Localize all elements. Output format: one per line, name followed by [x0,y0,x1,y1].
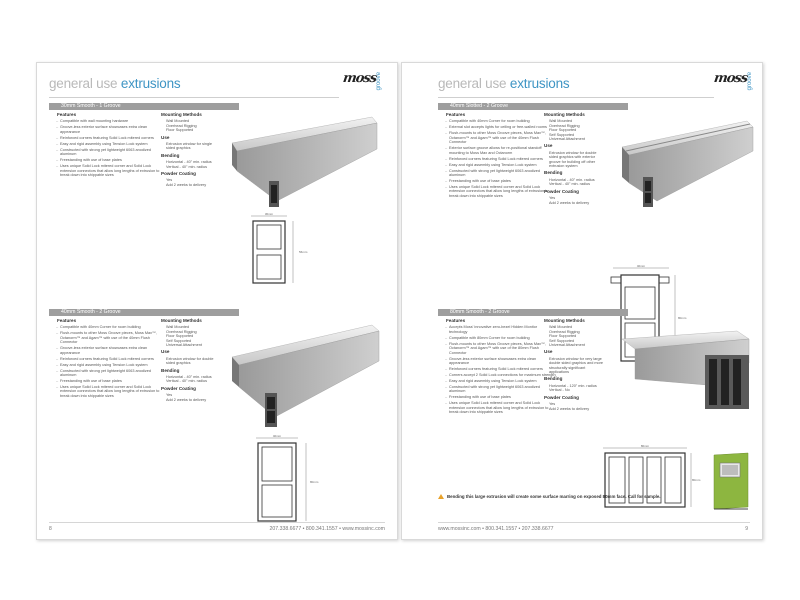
warning-text: Bending this large extrusion will create some surface marring on exposed 80mm face. Call for sample. [447,494,661,499]
powder-item: Add 2 weeks to delivery [549,200,590,205]
title-light: general use [438,76,507,91]
feature-item: – Groove-less exterior surface showcases extra clean appearance [57,346,167,355]
bending-item: Horizontal - 120" min. radius [549,383,597,388]
dimension-label: 40mm [636,264,646,268]
mounting-item: Floor Supported [166,128,194,133]
mounting-item: Self Supported [549,338,575,343]
specs-column [544,113,604,208]
mounting-item: Universal Attachment [549,137,585,142]
feature-item: – Reinforced corners featuring Solid Lock mitered corners [446,367,556,371]
feature-item: – Groove-less exterior surface showcases extra clean appearance [446,357,556,366]
feature-item: – Easy and rigid assembly using Tension Lock system [57,363,167,367]
powder-heading: Powder Coating [161,171,196,177]
title-divider [49,97,339,98]
mounting-item: Floor Supported [166,334,194,339]
bending-item: Horizontal - 40" min. radius [166,160,212,165]
feature-item: – Freestanding with use of base plates [57,158,167,162]
feature-item: – Exterior surface groove allows for re-positional standoff mounting to Moss Max and Octanorm [446,146,556,155]
powder-heading: Powder Coating [544,394,579,400]
feature-item: – Flush-mounts to other Moss Groove pieces, Moss Max™, Octanorm™ and Agam™ with use of the 40mm Flush Connector [57,331,167,344]
moss-logo [714,69,754,101]
feature-item: – Easy and rigid assembly using Tension Lock system [57,142,167,146]
mounting-item: Overhead Rigging [166,123,197,128]
moss-logo [343,69,383,101]
footer-divider [49,522,385,523]
bending-item: Vertical - 40" min. radius [549,182,591,187]
feature-item: – Constructed with strong yet lightweight 6063 anodized aluminum [57,148,167,157]
warning-note [438,494,661,499]
dimension-label: 40mm [272,434,282,438]
powder-item: Yes [549,196,556,201]
powder-item: Yes [549,402,556,407]
features-column [446,319,556,416]
use-heading: Use [544,349,553,355]
dimension-label: 56mm [299,250,308,254]
use-text: Extrusion window for single sided graphics [166,142,213,151]
feature-item: – Constructed with strong yet lightweight 6063 anodized aluminum [446,169,556,178]
section-bar: 80mm Smooth - 2 Groove [438,309,628,316]
profile-drawing [597,444,701,511]
feature-item: – Uses unique Solid Lock mitered corner and Solid Lock extension connectors that allow long lengths of extrusion to break down into shippable sizes [446,401,556,414]
features-column [446,113,556,200]
feature-item: – Reinforced corners featuring Solid Lock mitered corners [446,157,556,161]
feature-item: – Reinforced corners featuring Solid Lock mitered corners [57,357,167,361]
title-light: general use [49,76,118,91]
feature-item: – Compatible with 80mm Corner for room building [446,336,556,340]
specs-column [161,113,221,190]
bending-item: Horizontal - 40" min. radius [166,375,212,380]
feature-item: – Uses unique Solid Lock mitered corner and Solid Lock extension connectors that allow long lengths of extrusion to break down into shippable sizes [57,164,167,177]
mounting-item: Universal Attachment [549,343,585,348]
powder-item: Add 2 weeks to delivery [549,406,590,411]
mounting-heading: Mounting Methods [544,112,585,117]
mounting-item: Universal Attachment [166,343,202,348]
features-column [57,113,167,179]
monitor-display-illustration [712,451,752,511]
mounting-item: Self Supported [166,338,192,343]
page-title [438,76,569,91]
use-heading: Use [161,134,170,140]
warning-icon [438,494,444,499]
mounting-item: Wall Mounted [549,119,573,124]
use-text: Extrusion window for double sided graphics [166,356,214,366]
mounting-item: Floor Supported [549,334,577,339]
logo-sub: groove [747,72,753,91]
section-bar: 40mm Smooth - 2 Groove [49,309,239,316]
page-number: 8 [49,526,52,532]
mounting-item: Wall Mounted [166,119,190,124]
dimension-label: 30mm [264,212,274,216]
dimension-label: 80mm [678,316,687,320]
mounting-item: Wall Mounted [166,325,190,330]
feature-item: – Groove-less exterior surface showcases extra clean appearance [57,125,167,134]
feature-item: – Reinforced corners featuring Solid Lock mitered corners [57,136,167,140]
bending-item: Vertical - No [549,388,570,393]
logo-brand: moss [341,71,378,86]
features-heading: Features [446,318,466,323]
page-number: 9 [745,526,748,532]
specs-column [161,319,221,405]
page-title [49,76,180,91]
section-bar: 30mm Smooth - 1 Groove [49,103,239,110]
use-heading: Use [544,143,553,149]
powder-heading: Powder Coating [544,188,579,194]
powder-item: Add 2 weeks to delivery [166,397,207,402]
bending-item: Vertical - 40" min. radius [166,379,208,384]
profile-drawing [247,213,307,293]
section-bar: 40mm Slotted - 2 Groove [438,103,628,110]
use-text: Extrusion window for very large double sided graphics and more structurally significant applications [549,356,604,375]
powder-item: Yes [166,393,173,398]
mounting-item: Self Supported [549,132,575,137]
mounting-item: Floor Supported [549,128,577,133]
use-text: Extrusion window for double sided graphics with exterior groove for building off other extrusion system [549,150,597,169]
feature-item: – Freestanding with use of base plates [57,379,167,383]
bending-heading: Bending [544,170,563,176]
powder-heading: Powder Coating [161,385,196,391]
features-column [57,319,167,400]
feature-item: – Compatible with wall mounting hardware [57,119,167,123]
contact-info: www.mossinc.com • 800.341.1557 • 207.338.6677 [438,526,554,532]
bending-item: Horizontal - 40" min. radius [549,177,595,182]
specs-column [544,319,604,414]
feature-item: – External slot accepts lights for ceiling or free-walled rooms [446,125,556,129]
title-accent: extrusions [120,76,181,91]
feature-item: – Uses unique Solid Lock mitered corner and Solid Lock extension connectors that allow long lengths of extrusion to break down into shippable sizes [446,185,556,198]
title-divider [438,97,714,98]
bending-item: Vertical - 40" min. radius [166,164,208,169]
logo-sub: groove [376,72,382,91]
features-heading: Features [446,112,466,117]
mounting-heading: Mounting Methods [544,318,585,323]
extrusion-render [227,111,387,211]
feature-item: – Uses unique Solid Lock mitered corner and Solid Lock extension connectors that allow long lengths of extrusion to break down into shippable sizes [57,385,167,398]
mounting-item: Overhead Rigging [549,123,580,128]
feature-item: – Freestanding with use of base plates [446,395,556,399]
feature-item: – Corners accept 2 Solid Lock connections for maximum strength [446,373,556,377]
feature-item: – Constructed with strong yet lightweight 6063 anodized aluminum [57,369,167,378]
profile-drawing [252,435,322,527]
logo-brand: moss [712,71,749,86]
dimension-label: 80mm [310,480,319,484]
mounting-heading: Mounting Methods [161,318,202,323]
powder-item: Add 2 weeks to delivery [166,182,207,187]
feature-item: – Accepts Moss' innovative zero-bezel Hidden Monitor technology [446,325,556,334]
feature-item: – Compatible with 40mm Corner for room building [446,119,556,123]
contact-info: 207.338.6677 • 800.341.1557 • www.mossinc.com [269,526,385,532]
features-heading: Features [57,318,77,323]
extrusion-render [617,117,757,217]
use-heading: Use [161,349,170,355]
powder-item: Yes [166,178,173,183]
dimension-label: 80mm [640,444,650,448]
mounting-item: Wall Mounted [549,325,573,330]
feature-item: – Easy and rigid assembly using Tension Lock system [446,379,556,383]
feature-item: – Flush-mounts to other Moss Groove pieces, Moss Max™, Octanorm™ and Agam™ with use of the 80mm Flush Connector [446,342,556,355]
catalog-page-left [36,62,398,540]
mounting-item: Overhead Rigging [549,329,580,334]
title-accent: extrusions [509,76,570,91]
feature-item: – Compatible with 40mm Corner for room building [57,325,167,329]
footer-divider [438,522,750,523]
dimension-label: 80mm [692,478,701,482]
features-heading: Features [57,112,77,117]
mounting-item: Overhead Rigging [166,329,197,334]
catalog-page-right [401,62,763,540]
extrusion-render [227,321,387,431]
feature-item: – Freestanding with use of base plates [446,179,556,183]
feature-item: – Easy and rigid assembly using Tension Lock system [446,163,556,167]
extrusion-render [617,325,757,421]
feature-item: – Flush-mounts to other Moss Groove pieces, Moss Max™, Octanorm™ and Agam™ with use of the 40mm Flush Connector [446,131,556,144]
bending-heading: Bending [161,367,180,373]
mounting-heading: Mounting Methods [161,112,202,117]
bending-heading: Bending [161,152,180,158]
feature-item: – Constructed with strong yet lightweight 6063 anodized aluminum [446,385,556,394]
bending-heading: Bending [544,376,563,382]
